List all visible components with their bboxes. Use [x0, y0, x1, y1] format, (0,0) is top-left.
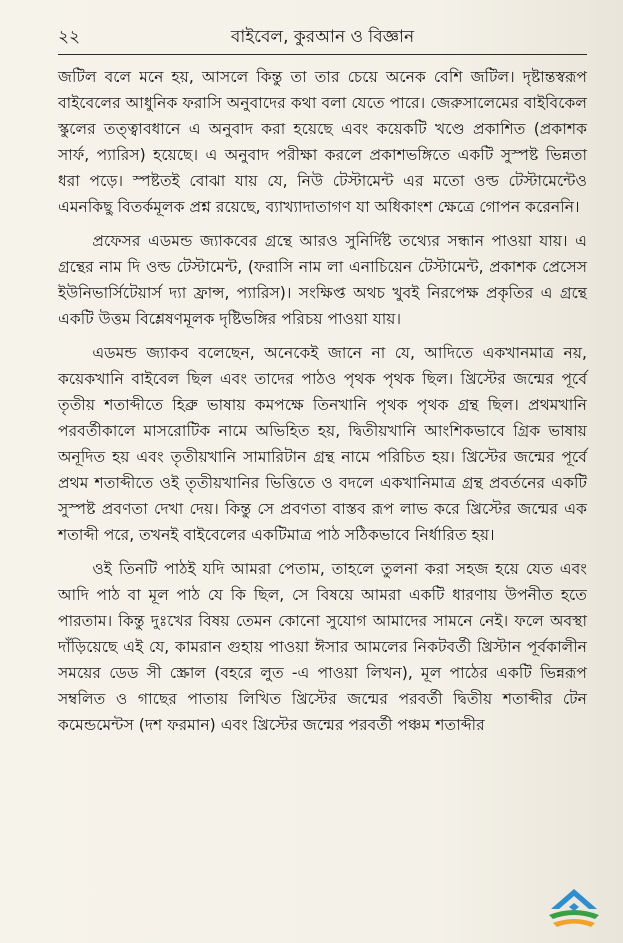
paragraph-1: জটিল বলে মনে হয়, আসলে কিন্তু তা তার চেয়ে অনেক বেশি জটিল। দৃষ্টান্তস্বরূপ বাইবেলের আধুনিক ফরাসি অনুবাদের কথা বলা যেতে পারে। জেরুসালেমের বাইবিকেল স্কুলের তত্ত্বাবধানে এ অনুবাদ করা হয়েছে এবং কয়েকটি খণ্ডে প্রকাশিত (প্রকাশক সার্ফ, প্যারিস) হয়েছে। এ অনুবাদ পরীক্ষা করলে প্রকাশভঙ্গিতে একটি সুস্পষ্ট ভিন্নতা ধরা পড়ে। স্পষ্টতই বোঝা যায় যে, নিউ টেস্টামেন্ট এর মতো ওল্ড টেস্টামেন্টেও এমনকিছু বিতর্কমূলক প্রশ্ন রয়েছে, ব্যাখ্যাদাতাগণ যা অধিকাংশ ক্ষেত্রে গোপন করেননি। [58, 68, 587, 216]
running-head-title: বাইবেল, কুরআন ও বিজ্ঞান [230, 27, 415, 47]
publisher-logo-icon [539, 885, 609, 933]
paragraph-3: এডমন্ড জ্যাকব বলেছেন, অনেকেই জানে না যে, আদিতে একখানমাত্র নয়, কয়েকখানি বাইবেল ছিল এবং তাদের পাঠও পৃথক পৃথক ছিল। খ্রিস্টের জন্মের পূর্বে তৃতীয় শতাব্দীতে হিব্রু ভাষায় কমপক্ষে তিনখানি পৃথক পৃথক গ্রন্থ ছিল। প্রথমখানি পরবর্তীকালে মাসরোটিক নামে অভিহিত হয়, দ্বিতীয়খানি আংশিকভাবে গ্রিক ভাষায় অনূদিত হয় এবং তৃতীয়খানি সামারিটান গ্রন্থ নামে পরিচিত হয়। খ্রিস্টের জন্মের পূর্বে প্রথম শতাব্দীতে ওই তৃতীয়খানির ভিত্তিতে ও বদলে একখানিমাত্র গ্রন্থ প্রবর্তনের একটি সুস্পষ্ট প্রবণতা দেখা দেয়। কিন্তু সে প্রবণতা বাস্তব রূপ লাভ করে খ্রিস্টের জন্মের এক শতাব্দী পরে, তখনই বাইবেলের একটিমাত্র পাঠ সঠিকভাবে নির্ধারিত হয়। [58, 344, 587, 544]
page-number: ২২ [58, 27, 81, 47]
paragraph-2: প্রফেসর এডমন্ড জ্যাকবের গ্রন্থে আরও সুনির্দিষ্ট তথ্যের সন্ধান পাওয়া যায়। এ গ্রন্থের নাম দি ওল্ড টেস্টামেন্ট, (ফরাসি নাম লা এনাচিয়েন টেস্টামেন্ট, প্রকাশক প্রেসেস ইউনিভার্সিটেয়ার্স দ্যা ফ্রান্স, প্যারিস)। সংক্ষিপ্ত অথচ খুবই নিরপেক্ষ প্রকৃতির এ গ্রন্থে একটি উত্তম বিশ্লেষণমূলক দৃষ্টিভঙ্গির পরিচয় পাওয়া যায়। [58, 232, 587, 328]
paragraph-4: ওই তিনটি পাঠই যদি আমরা পেতাম, তাহলে তুলনা করা সহজ হয়ে যেত এবং আদি পাঠ বা মূল পাঠ যে কি ছিল, সে বিষয়ে আমরা একটি ধারণায় উপনীত হতে পারতাম। কিন্তু দুঃখের বিষয় তেমন কোনো সুযোগ আমাদের সামনে নেই। ফলে অবস্থা দাঁড়িয়েছে এই যে, কামরান গুহায় পাওয়া ঈসার আমলের নিকটবর্তী খ্রিস্টান পূর্বকালীন সময়ের ডেড সী স্ক্রোল (বহরে লুত -এ পাওয়া লিখন), মূল পাঠের একটি ভিন্নরূপ সম্বলিত ও গাছের পাতায় লিখিত খ্রিস্টের জন্মের পরবর্তী দ্বিতীয় শতাব্দীর টেন কমেন্ডমেন্টস (দশ ফরমান) এবং খ্রিস্টের জন্মের পরবর্তী পঞ্চম শতাব্দীর [58, 560, 587, 734]
page-header [58, 14, 587, 55]
page-body [58, 64, 587, 746]
